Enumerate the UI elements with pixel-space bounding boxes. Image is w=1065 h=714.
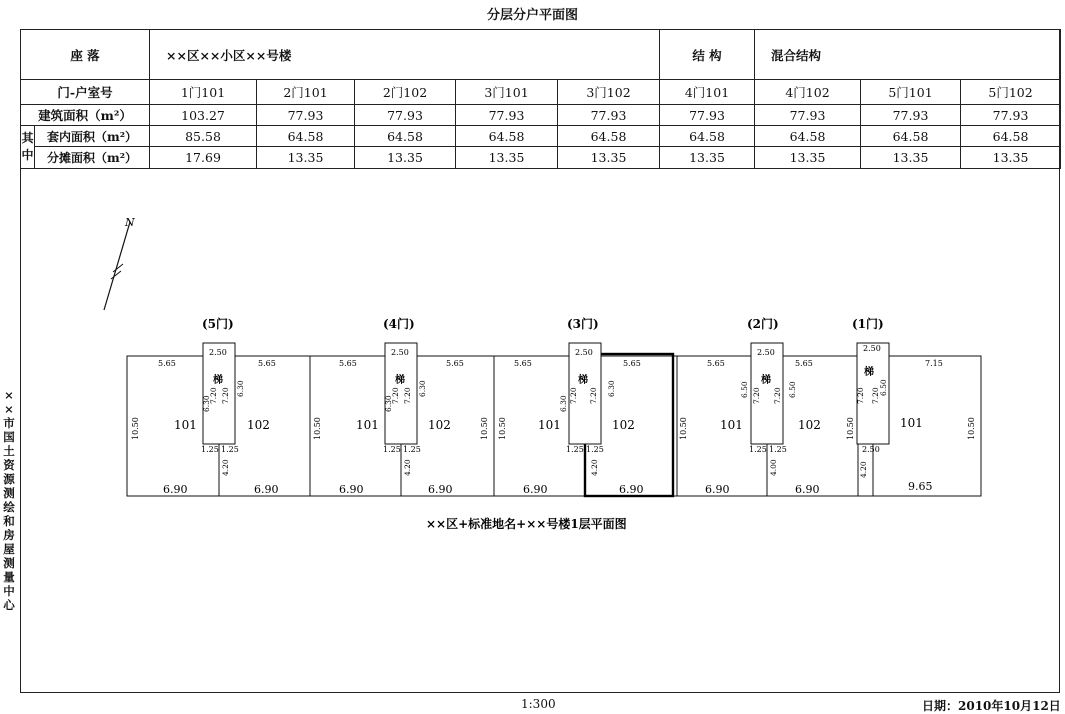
dim-label: 5.65 (446, 359, 464, 368)
dim-label: 6.30 (236, 380, 245, 397)
dim-label: 6.90 (254, 483, 279, 496)
unit-cell: 4门101 (660, 80, 755, 105)
building-area-cell: 77.93 (660, 105, 755, 126)
shared-area-cell: 13.35 (755, 147, 861, 169)
dim-label: 7.20 (209, 387, 218, 404)
dim-label: 7.20 (569, 387, 578, 404)
side-institution-text: ××市国土资源测绘和房屋测量中心 (3, 388, 15, 612)
scale-label: 1:300 (521, 697, 556, 711)
inner-area-cell: 64.58 (755, 126, 861, 147)
dim-label: 6.30 (202, 395, 211, 412)
dim-label: 1.25 (586, 445, 604, 454)
dim-label: 7.20 (221, 387, 230, 404)
dim-label: 1.25 (403, 445, 421, 454)
dim-label: 7.20 (856, 387, 865, 404)
dim-label: 10.50 (498, 417, 507, 440)
shared-area-cell: 13.35 (355, 147, 456, 169)
shared-area-cell: 13.35 (961, 147, 1061, 169)
dim-label: 6.90 (428, 483, 453, 496)
dim-label: 6.90 (523, 483, 548, 496)
dim-label: 2.50 (757, 348, 775, 357)
dim-label: 2.50 (391, 348, 409, 357)
stair-label: 梯 (761, 375, 771, 386)
dim-label: 6.90 (339, 483, 364, 496)
stair-label: 梯 (578, 375, 588, 386)
location-value: ××区××小区××号楼 (150, 30, 660, 80)
unit-cell: 3门102 (558, 80, 660, 105)
shared-area-label: 分摊面积（m²） (35, 147, 150, 169)
dim-label: 5.65 (795, 359, 813, 368)
plan-caption: ××区+标准地名+××号楼1层平面图 (426, 517, 627, 531)
dim-label: 5.65 (339, 359, 357, 368)
dim-label: 7.15 (925, 359, 943, 368)
north-arrow-icon (104, 216, 135, 310)
room-label: 102 (798, 418, 821, 432)
dim-label: 7.20 (871, 387, 880, 404)
unit-cell: 5门102 (961, 80, 1061, 105)
dim-label: 10.50 (679, 417, 688, 440)
building-area-cell: 77.93 (558, 105, 660, 126)
dim-label: 7.20 (589, 387, 598, 404)
inner-area-cell: 64.58 (558, 126, 660, 147)
dim-label: 5.65 (258, 359, 276, 368)
of-which-label: 其中 (21, 126, 35, 169)
dim-label: 4.20 (221, 459, 230, 476)
stair-label: 梯 (213, 375, 223, 386)
structure-value: 混合结构 (755, 30, 1061, 80)
room-label: 101 (720, 418, 743, 432)
unit-cell: 4门102 (755, 80, 861, 105)
dim-label: 4.20 (590, 459, 599, 476)
inner-area-cell: 64.58 (257, 126, 355, 147)
shared-area-cell: 13.35 (558, 147, 660, 169)
unit-cell: 5门101 (861, 80, 961, 105)
stair-4 (385, 343, 417, 444)
dim-label: 10.50 (313, 417, 322, 440)
dim-label: 6.50 (740, 381, 749, 398)
dim-label: 6.50 (788, 381, 797, 398)
dim-label: 10.50 (480, 417, 489, 440)
north-label: N (125, 216, 135, 229)
inner-area-cell: 64.58 (456, 126, 558, 147)
structure-label: 结 构 (660, 30, 755, 80)
building-area-cell: 77.93 (257, 105, 355, 126)
dim-label: 7.20 (391, 387, 400, 404)
entrance-label: (1门) (852, 317, 884, 331)
dim-label: 1.25 (749, 445, 767, 454)
inner-area-cell: 64.58 (660, 126, 755, 147)
inner-area-cell: 64.58 (355, 126, 456, 147)
dim-label: 2.50 (575, 348, 593, 357)
room-label: 101 (356, 418, 379, 432)
entrance-label: (5门) (202, 317, 234, 331)
dim-label: 6.30 (418, 380, 427, 397)
dim-label: 10.50 (846, 417, 855, 440)
inner-area-cell: 64.58 (861, 126, 961, 147)
dim-label: 6.90 (163, 483, 188, 496)
dim-label: 1.25 (769, 445, 787, 454)
stair-label: 梯 (395, 375, 405, 386)
dim-label: 6.30 (559, 395, 568, 412)
dim-label: 6.30 (607, 380, 616, 397)
room-label: 101 (900, 416, 923, 430)
dim-label: 7.20 (773, 387, 782, 404)
entrance-label: (4门) (383, 317, 415, 331)
dim-label: 6.50 (879, 379, 888, 396)
dim-label: 5.65 (158, 359, 176, 368)
location-label: 座 落 (21, 30, 150, 80)
dim-label: 4.00 (769, 459, 778, 476)
dim-label: 6.30 (384, 395, 393, 412)
dim-label: 1.25 (221, 445, 239, 454)
shared-area-cell: 13.35 (257, 147, 355, 169)
dim-label: 6.90 (705, 483, 730, 496)
unit-cell: 3门101 (456, 80, 558, 105)
room-label: 102 (428, 418, 451, 432)
dim-label: 2.50 (209, 348, 227, 357)
building-area-cell: 103.27 (150, 105, 257, 126)
date-label: 日期：2010年10月12日 (922, 699, 1061, 713)
room-label: 102 (247, 418, 270, 432)
building-area-cell: 77.93 (861, 105, 961, 126)
building-area-label: 建筑面积（m²） (21, 105, 150, 126)
unit-label: 门-户室号 (21, 80, 150, 105)
shared-area-cell: 13.35 (456, 147, 558, 169)
entrance-label: (3门) (567, 317, 599, 331)
room-label: 101 (174, 418, 197, 432)
inner-area-cell: 64.58 (961, 126, 1061, 147)
dim-label: 7.20 (752, 387, 761, 404)
dim-label: 5.65 (514, 359, 532, 368)
inner-area-cell: 85.58 (150, 126, 257, 147)
dim-label: 1.25 (566, 445, 584, 454)
unit-cell: 2门102 (355, 80, 456, 105)
page-title: 分层分户平面图 (486, 8, 578, 23)
building-area-cell: 77.93 (755, 105, 861, 126)
dim-label: 10.50 (131, 417, 140, 440)
inner-area-label: 套内面积（m²） (35, 126, 150, 147)
dim-label: 9.65 (908, 480, 933, 493)
shared-area-cell: 17.69 (150, 147, 257, 169)
building-area-cell: 77.93 (355, 105, 456, 126)
unit-cell: 2门101 (257, 80, 355, 105)
dim-label: 5.65 (707, 359, 725, 368)
building-area-cell: 77.93 (456, 105, 558, 126)
building-area-cell: 77.93 (961, 105, 1061, 126)
dim-label: 2.50 (863, 344, 881, 353)
room-label: 101 (538, 418, 561, 432)
dim-label: 2.50 (862, 445, 880, 454)
dim-label: 5.65 (623, 359, 641, 368)
room-label: 102 (612, 418, 635, 432)
dim-label: 10.50 (967, 417, 976, 440)
stair-label: 梯 (864, 367, 874, 378)
shared-area-cell: 13.35 (660, 147, 755, 169)
entrance-label: (2门) (747, 317, 779, 331)
dim-label: 1.25 (383, 445, 401, 454)
dim-label: 6.90 (795, 483, 820, 496)
dim-label: 7.20 (403, 387, 412, 404)
dim-label: 4.20 (403, 459, 412, 476)
dim-label: 6.90 (619, 483, 644, 496)
dim-label: 4.20 (859, 461, 868, 478)
unit-cell: 1门101 (150, 80, 257, 105)
dim-label: 1.25 (201, 445, 219, 454)
shared-area-cell: 13.35 (861, 147, 961, 169)
stair-5 (203, 343, 235, 444)
